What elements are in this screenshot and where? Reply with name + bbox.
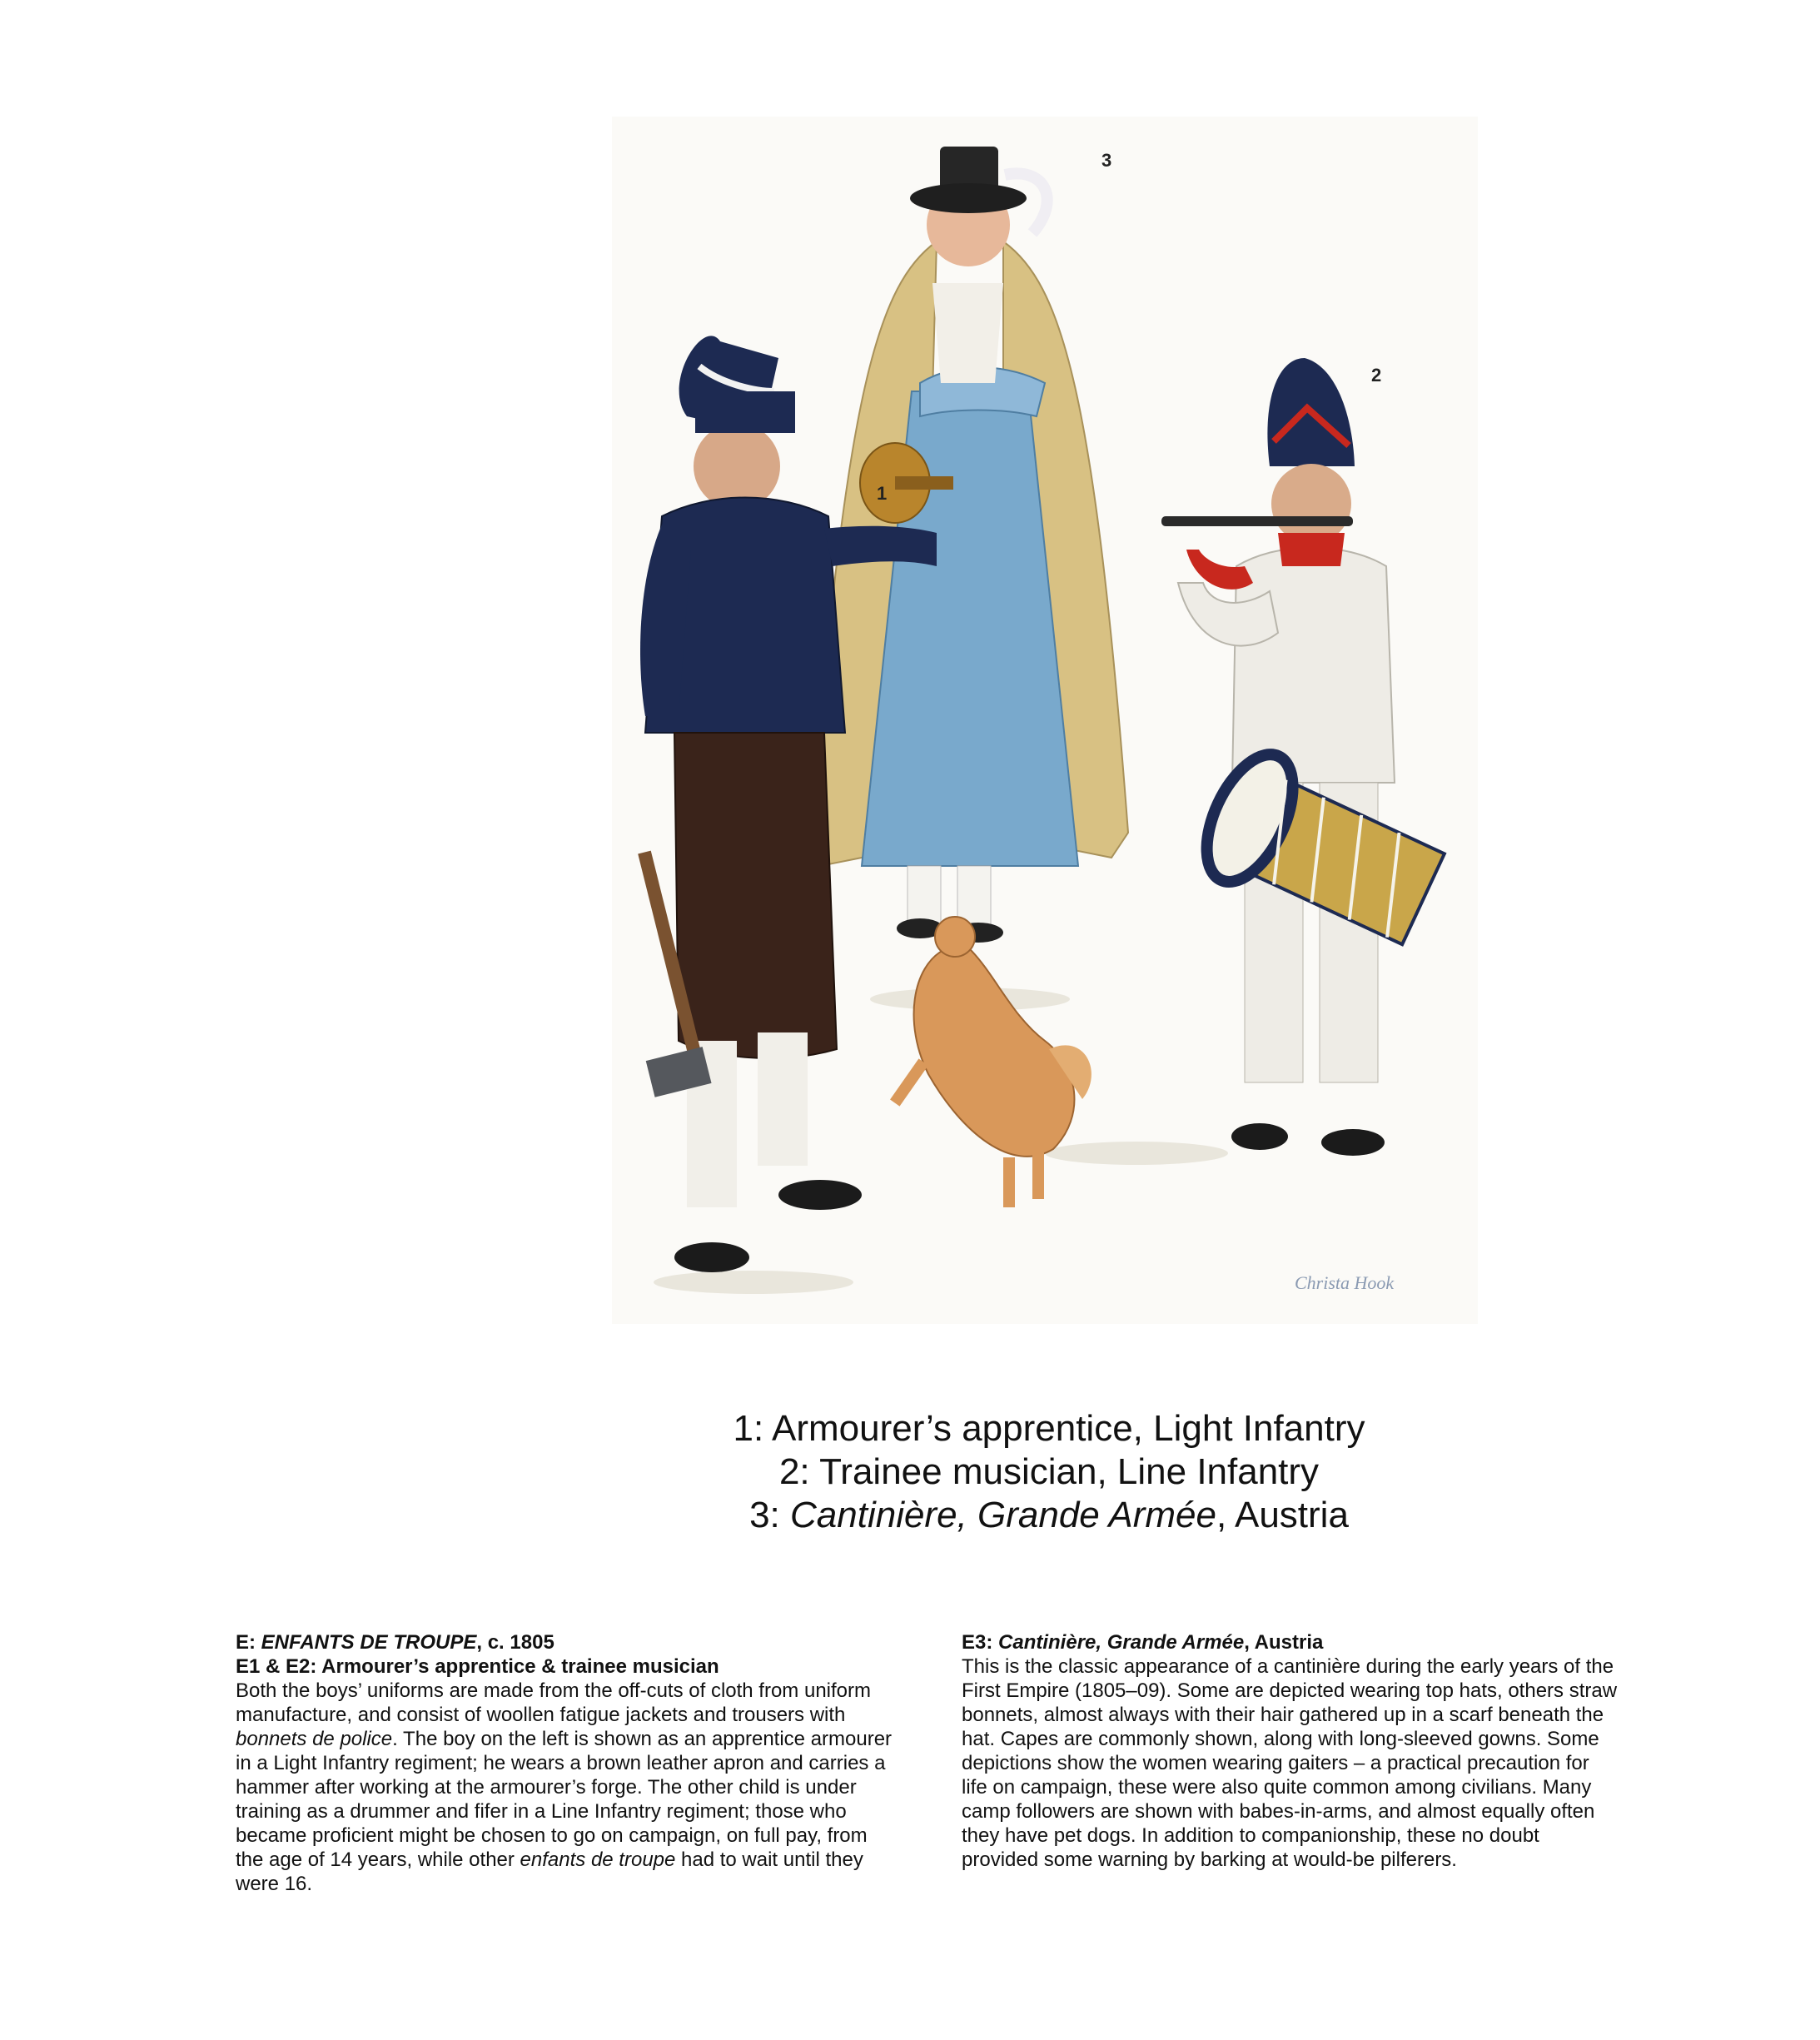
heading-e-italic: ENFANTS DE TROUPE <box>261 1631 477 1654</box>
heading-e3-italic: Cantinière, Grande Armée <box>998 1631 1245 1654</box>
heading-e1-e2: E1 & E2: Armourer’s apprentice & trainee musician <box>236 1655 719 1678</box>
illustration-plate <box>612 117 1478 1324</box>
caption-3-prefix: 3: <box>749 1495 790 1535</box>
body-left-part-1: Both the boys’ uniforms are made from the off-cuts of cloth from uniform manufacture, and consist of woollen fatigue jackets and trousers with <box>236 1679 871 1726</box>
pet-dog <box>890 917 1092 1207</box>
plate-artwork <box>612 117 1478 1324</box>
body-text-right: This is the classic appearance of a cantinière during the early years of the First Empire (1805–09). Some are depicted wearing top hats, others straw bonnets, almost always with their hair gathered up in a scarf beneath the hat. Capes are commonly shown, along with long-sleeved gowns. Some depictions show the women wearing gaiters – a practical precaution for life on campaign, these were also quite common among civilians. Many camp followers are shown with babes-in-arms, and almost equally often they have pet dogs. In addition to companionship, these no doubt provided some warning by barking at would-be pilferers. <box>962 1655 1618 1871</box>
plate-captions <box>633 1407 1465 1537</box>
figure-number-1: 1 <box>877 483 888 504</box>
heading-e <box>236 1630 893 1654</box>
caption-3 <box>633 1494 1465 1537</box>
body-left-italic-2: enfants de troupe <box>520 1848 676 1871</box>
caption-3-italic: Cantinière, Grande Armée <box>790 1495 1216 1535</box>
body-left-part-3: had to wait until they were 16. <box>236 1848 863 1895</box>
body-text-left <box>236 1679 893 1896</box>
body-left-italic-1: bonnets de police <box>236 1728 393 1750</box>
heading-e3-suffix: , Austria <box>1244 1631 1324 1654</box>
text-column-left <box>236 1630 893 1896</box>
figure-number-2: 2 <box>1371 365 1382 386</box>
heading-e-suffix: , c. 1805 <box>476 1631 554 1654</box>
heading-e-prefix: E: <box>236 1631 261 1654</box>
figure-2-trainee-musician <box>1161 358 1452 1156</box>
heading-e3 <box>962 1630 1619 1654</box>
artist-signature: Christa Hook <box>1295 1272 1395 1293</box>
figure-number-3: 3 <box>1101 150 1112 171</box>
text-column-right <box>962 1630 1619 1872</box>
caption-3-suffix: , Austria <box>1216 1495 1349 1535</box>
heading-e3-prefix: E3: <box>962 1631 999 1654</box>
caption-2: 2: Trainee musician, Line Infantry <box>778 1451 1320 1492</box>
body-left-part-2: . The boy on the left is shown as an apprentice armourer in a Light Infantry regiment; he wears a brown leather apron and carries a hammer after working at the armourer’s forge. The other child is under training as a drummer and fifer in a Line Infantry regiment; those who became proficient might be chosen to go on campaign, on full pay, from the age of 14 years, while other <box>236 1728 893 1871</box>
caption-1: 1: Armourer’s apprentice, Light Infantry <box>733 1408 1365 1449</box>
